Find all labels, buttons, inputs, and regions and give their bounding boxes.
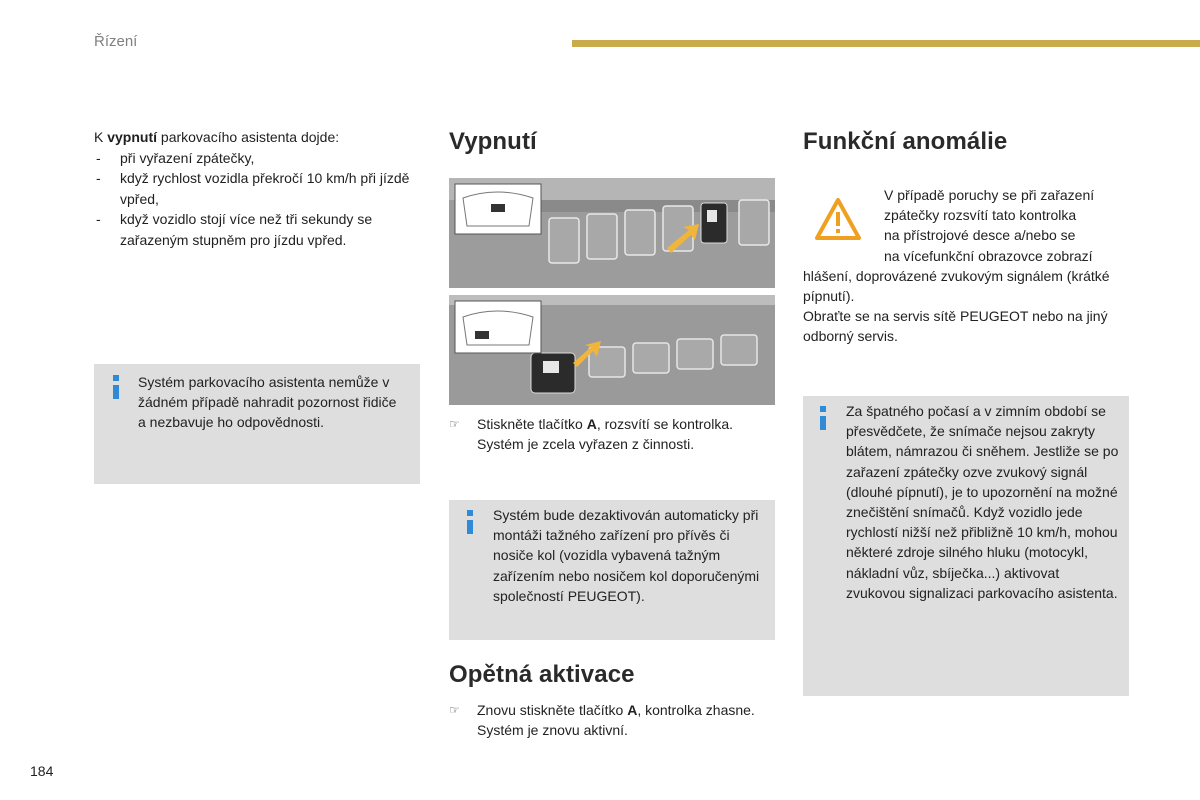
- section-label: Řízení: [94, 33, 138, 50]
- step-reactivate: ☞ Znovu stiskněte tlačítko A, kontrolka zhasne. Systém je znovu aktivní.: [449, 702, 755, 738]
- info-box-tow: [449, 500, 775, 640]
- warning-description: V případě poruchy se při zařazení zpátečky rozsvítí tato kontrolka na přístrojové desce a/nebo se na vícefunkční obrazovce zobrazí hlášení, doprovázené zvukovým signálem (krátké pípnutí). Obraťte se na servis sítě PEUGEOT nebo na jiný odborný servis.: [803, 185, 1133, 347]
- list-item: - když vozidlo stojí více než tři sekundy se zařazeným stupněm pro jízdu vpřed.: [94, 209, 424, 250]
- info-text: Systém parkovacího asistenta nemůže v žádném případě nahradit pozornost řidiče a nezbavuje ho odpovědnosti.: [138, 374, 397, 431]
- intro-bold: vypnutí: [107, 129, 158, 145]
- info-box-weather: [803, 396, 1129, 696]
- button-photo-top: [449, 178, 775, 288]
- page-number: 184: [30, 763, 54, 779]
- heading-vypnuti: Vypnutí: [449, 128, 537, 155]
- heading-reactivation: Opětná aktivace: [449, 661, 635, 688]
- header-accent-bar: [572, 40, 1200, 47]
- info-text: Za špatného počasí a v zimním období se přesvědčete, že snímače nejsou zakryty blátem, námrazou či sněhem. Jestliže se po zařazení zpátečky ozve zvukový signál (dlouhé pípnutí), je to upozornění na možné znečištění snímačů. Když vozidlo jede rychlostí nižší než přibližně 10 km/h, mohou některé zdroje silného hluku (motocykl, nákladní vůz, sbíječka...) aktivovat zvukovou signalizaci parkovacího asistenta.: [846, 403, 1119, 601]
- button-photo-bottom: [449, 295, 775, 405]
- service-note: Obraťte se na servis sítě PEUGEOT nebo na jiný odborný servis.: [803, 308, 1108, 345]
- list-item: - při vyřazení zpátečky,: [94, 148, 424, 169]
- step-bullet-icon: ☞: [449, 417, 460, 431]
- dashboard-button-illustration: [449, 178, 775, 288]
- console-button-illustration: [449, 295, 775, 405]
- condition-list: [94, 148, 424, 251]
- list-item: - když rychlost vozidla překročí 10 km/h při jízdě vpřed,: [94, 168, 424, 209]
- step-deactivate: ☞ Stiskněte tlačítko A, rozsvítí se kontrolka. Systém je zcela vyřazen z činnosti.: [449, 416, 734, 452]
- step-bullet-icon: ☞: [449, 703, 460, 717]
- info-text: Systém bude dezaktivován automaticky při montáži tažného zařízení pro přívěs či nosiče kol (vozidla vybavená tažným zařízením nebo nosičem kol doporučenými společností PEUGEOT).: [493, 507, 760, 604]
- deactivation-conditions: [94, 127, 424, 250]
- heading-anomalies: Funkční anomálie: [803, 128, 1008, 155]
- info-box-attention: [94, 364, 420, 484]
- intro-paragraph: K vypnutí parkovacího asistenta dojde:: [94, 129, 340, 145]
